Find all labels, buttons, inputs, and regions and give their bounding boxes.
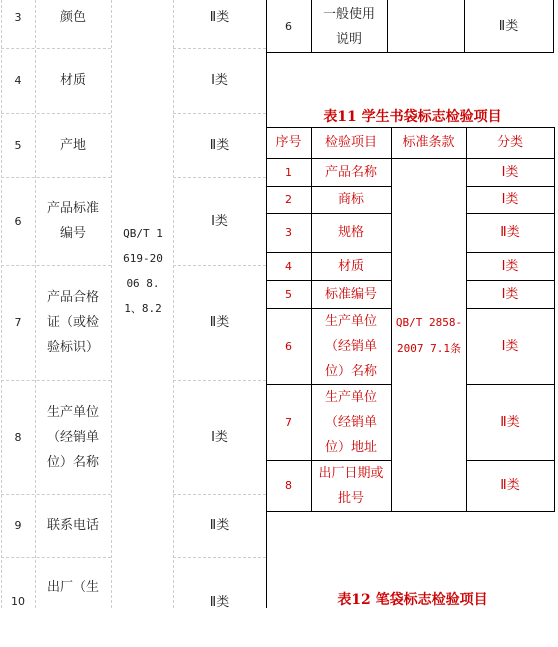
table-row-no: 3 <box>14 11 22 24</box>
table-row-no: 10 <box>11 594 25 608</box>
table-row-no: 6 <box>285 19 292 33</box>
table-row-no: 7 <box>14 316 22 329</box>
table-row-item: 一般使用说明 <box>322 7 375 47</box>
table-row-no: 2 <box>285 193 292 206</box>
table-row-item: 联系电话 <box>46 518 99 533</box>
standard-clause: QB/T 2858-2007 7.1条 <box>395 316 463 355</box>
header-standard: 标准条款 <box>402 135 455 150</box>
table-row-category: Ⅱ类 <box>500 225 520 240</box>
table-row-item: 产地 <box>59 137 86 153</box>
table-row-category: Ⅱ类 <box>209 315 230 330</box>
table-row-no: 6 <box>285 339 292 353</box>
table-row-item: 材质 <box>337 258 364 274</box>
table-row-item: 生产单位（经销单位）地址 <box>324 389 377 455</box>
table-row-category: Ⅰ类 <box>211 213 228 229</box>
table-row-no: 8 <box>14 430 22 444</box>
header-no: 序号 <box>275 135 302 150</box>
table-row-category: Ⅱ类 <box>498 18 519 34</box>
table-row-no: 5 <box>285 287 292 301</box>
table-row-no: 8 <box>285 479 292 492</box>
table-row-category: Ⅰ类 <box>501 338 519 354</box>
table-row-category: Ⅰ类 <box>501 286 519 302</box>
table-row-no: 4 <box>14 74 22 87</box>
table-row-no: 5 <box>14 138 22 152</box>
table-row-category: Ⅱ类 <box>209 518 230 533</box>
table-row-category: Ⅰ类 <box>501 192 519 207</box>
table-row-category: Ⅱ类 <box>209 10 230 25</box>
table-row-item: 产品合格证（或检验标识） <box>46 290 99 355</box>
table-row-item: 商标 <box>337 192 364 207</box>
table-row-category: Ⅱ类 <box>500 478 520 493</box>
table-row-category: Ⅰ类 <box>501 258 519 274</box>
table-row-category: Ⅱ类 <box>500 414 520 430</box>
table-row-no: 6 <box>14 214 22 228</box>
table11-title: 表11 学生书袋标志检验项目 <box>323 109 502 125</box>
table-row-item: 生产单位（经销单位）名称 <box>46 404 99 470</box>
table-row-item: 产品名称 <box>324 164 377 180</box>
table-row-item: 出厂日期或批号 <box>318 465 384 506</box>
table-row-no: 1 <box>285 165 292 179</box>
table-row-item: 规格 <box>337 225 364 240</box>
table-row-category: Ⅰ类 <box>211 429 228 445</box>
table-row-item: 产品标准编号 <box>47 201 100 241</box>
table12-title: 表12 笔袋标志检验项目 <box>337 592 488 608</box>
table-row-category: Ⅰ类 <box>501 164 519 180</box>
table-row-category: Ⅱ类 <box>209 594 230 610</box>
table-row-item: 生产单位（经销单位）名称 <box>324 313 377 379</box>
table-row-item: 标准编号 <box>324 286 377 302</box>
table-row-category: Ⅱ类 <box>209 137 230 153</box>
standard-clause: QB/T 1619-2006 8.1、8.2 <box>123 227 163 315</box>
table-row-category: Ⅰ类 <box>211 73 228 88</box>
table-row-item: 材质 <box>59 73 86 88</box>
table-row-no: 7 <box>285 415 292 429</box>
header-item: 检验项目 <box>324 135 377 150</box>
table-row-no: 4 <box>285 259 292 273</box>
table-row-no: 3 <box>285 226 292 239</box>
table-row-no: 9 <box>14 519 22 532</box>
table-row-item: 出厂（生 <box>46 580 99 595</box>
table-row-item: 颜色 <box>59 10 86 25</box>
header-category: 分类 <box>496 135 523 150</box>
